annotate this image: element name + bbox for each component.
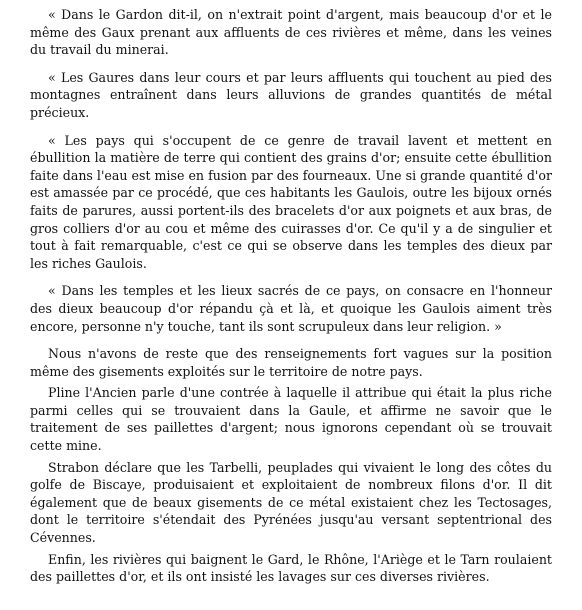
paragraph-5: Nous n'avons de reste que des renseignements fort vagues sur la position même des gisements exploités sur le territoire de notre pays.: [30, 346, 552, 379]
paragraph-7: Strabon déclare que les Tarbelli, peuplades qui vivaient le long des côtes du golfe de Biscaye, produisaient et exploitaient de nombreux filons d'or. Il dit également que de beaux gisements de ce métal existaient chez les Tectosages, dont le territoire s'étendait des Pyrénées jusqu'au versant septentrional des Cévennes.: [30, 459, 552, 546]
paragraph-1: « Dans le Gardon dit-il, on n'extrait point d'argent, mais beaucoup d'or et le même des Gaux prenant aux affluents de ces rivières et même, dans les veines du travail du minerai.: [30, 7, 552, 58]
paragraph-8: Enfin, les rivières qui baignent le Gard, le Rhône, l'Ariège et le Tarn roulaient des paillettes d'or, et ils ont insisté les lavages sur ces diverses rivières.: [30, 551, 552, 585]
paragraph-6: Pline l'Ancien parle d'une contrée à laquelle il attribue qui était la plus riche parmi celles qui se trouvaient dans la Gaule, et affirme ne savoir que le traitement de ses paillettes d'argent; nous ignorons cependant où se trouvait cette mine.: [30, 385, 552, 454]
paragraph-4: « Dans les temples et les lieux sacrés de ce pays, on consacre en l'honneur des dieux beaucoup d'or répandu çà et là, et quoique les Gaulois aiment très encore, personne n'y touche, tant ils sont scrupuleux dans leur religion. »: [30, 283, 552, 334]
paragraph-3: « Les pays qui s'occupent de ce genre de travail lavent et mettent en ébullition la matière de terre qui contient des grains d'or; ensuite cette ébullition faite dans l'eau est mise en fusion par des fourneaux. Une si grande quantité d'or est amassée par ce procédé, que ces habitants les Gaulois, outre les bijoux ornés faits de parures, aussi portent-ils des bracelets d'or aux poignets et aux bras, de gros colliers d'or au cou et même des cuirasses d'or. Ce qu'il y a de singulier et tout à fait remarquable, c'est ce qui se observe dans les temples des dieux par les riches Gaulois.: [30, 132, 552, 271]
paragraph-2: « Les Gaures dans leur cours et par leurs affluents qui touchent au pied des montagnes entraînent dans leurs alluvions de grandes quantités de métal précieux.: [30, 69, 552, 120]
